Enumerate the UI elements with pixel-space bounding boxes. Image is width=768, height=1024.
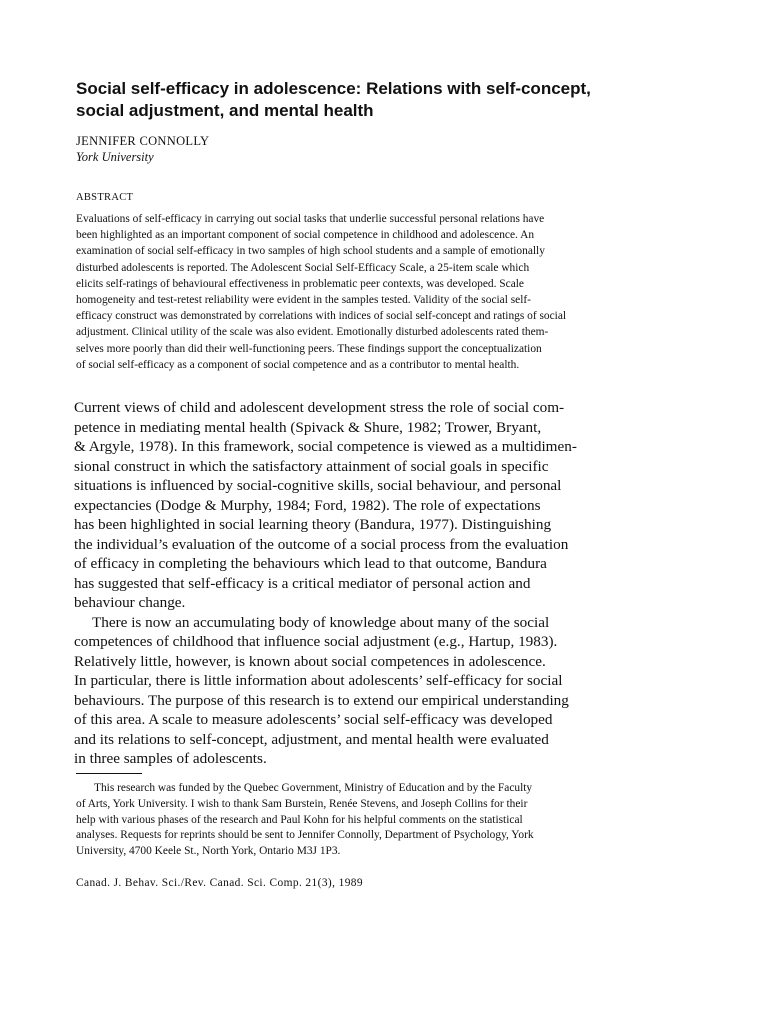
paper-title <box>76 78 736 122</box>
author-affiliation: York University <box>76 150 154 164</box>
abstract-line: been highlighted as an important component of social competence in childhood and adolescence. An <box>76 229 535 242</box>
body-line: of efficacy in completing the behaviours which lead to that outcome, Bandura <box>74 555 547 572</box>
body-line: situations is influenced by social-cognitive skills, social behaviour, and personal <box>74 477 562 494</box>
body-line: petence in mediating mental health (Spivack & Shure, 1982; Trower, Bryant, <box>74 418 542 436</box>
footnote-line: analyses. Requests for reprints should be sent to Jennifer Connolly, Department of Psychology, York <box>76 829 534 842</box>
abstract-line: adjustment. Clinical utility of the scale was also evident. Emotionally disturbed adolescents rated them- <box>76 326 549 339</box>
abstract-heading: ABSTRACT <box>76 192 134 203</box>
body-line: and its relations to self-concept, adjustment, and mental health were evaluated <box>74 730 549 748</box>
abstract-text <box>76 211 732 373</box>
body-line: sional construct in which the satisfactory attainment of social goals in specific <box>74 457 549 475</box>
body-line: Relatively little, however, is known about social competences in adolescence. <box>74 652 546 670</box>
body-line: competences of childhood that influence social adjustment (e.g., Hartup, 1983). <box>74 633 558 650</box>
abstract-line: selves more poorly than did their well-functioning peers. These findings support the conceptualization <box>76 342 542 355</box>
abstract-line: elicits self-ratings of behavioural effectiveness in problematic peer contexts, was developed. Scale <box>76 277 524 290</box>
author-name: JENNIFER CONNOLLY <box>76 134 210 148</box>
footnote-rule <box>76 773 142 774</box>
body-line: & Argyle, 1978). In this framework, social competence is viewed as a multidimen- <box>74 438 577 455</box>
body-line: of this area. A scale to measure adolescents’ social self-efficacy was developed <box>74 711 553 728</box>
body-line: In particular, there is little information about adolescents’ self-efficacy for social <box>74 672 563 689</box>
body-line: Current views of child and adolescent development stress the role of social com- <box>74 399 565 416</box>
body-line: has been highlighted in social learning theory (Bandura, 1977). Distinguishing <box>74 516 552 533</box>
footnote-line: of Arts, York University. I wish to thank Sam Burstein, Renée Stevens, and Joseph Collins for their <box>76 797 528 810</box>
footnote-line: help with various phases of the research and Paul Kohn for his helpful comments on the statistical <box>76 813 523 826</box>
journal-citation: Canad. J. Behav. Sci./Rev. Canad. Sci. Comp. 21(3), 1989 <box>76 877 363 889</box>
footnote-line: University, 4700 Keele St., North York, Ontario M3J 1P3. <box>76 845 341 858</box>
abstract-line: homogeneity and test-retest reliability were evident in the samples tested. Validity of the social self- <box>76 294 531 307</box>
footnote-line: This research was funded by the Quebec Government, Ministry of Education and by the Faculty <box>94 782 533 794</box>
abstract-line: of social self-efficacy as a component of social competence and as a contributor to mental health. <box>76 358 520 371</box>
body-line: behaviours. The purpose of this research is to extend our empirical understanding <box>74 691 569 709</box>
abstract-line: Evaluations of self-efficacy in carrying out social tasks that underlie successful personal relations have <box>76 213 545 225</box>
footnote <box>76 781 736 860</box>
abstract-line: disturbed adolescents is reported. The Adolescent Social Self-Efficacy Scale, a 25-item scale which <box>76 261 530 274</box>
body-line: There is now an accumulating body of knowledge about many of the social <box>92 613 550 631</box>
title-line: social adjustment, and mental health <box>76 101 374 120</box>
body-text <box>74 398 736 769</box>
body-line: expectancies (Dodge & Murphy, 1984; Ford, 1982). The role of expectations <box>74 496 541 514</box>
title-line: Social self-efficacy in adolescence: Relations with self-concept, <box>76 79 591 98</box>
body-line: has suggested that self-efficacy is a critical mediator of personal action and <box>74 574 531 592</box>
body-line: the individual’s evaluation of the outcome of a social process from the evaluation <box>74 535 569 553</box>
abstract-line: examination of social self-efficacy in two samples of high school students and a sample of emotionally <box>76 245 545 258</box>
body-line: behaviour change. <box>74 594 186 611</box>
abstract-line: efficacy construct was demonstrated by correlations with indices of social self-concept and ratings of social <box>76 310 567 323</box>
body-line: in three samples of adolescents. <box>74 750 267 767</box>
